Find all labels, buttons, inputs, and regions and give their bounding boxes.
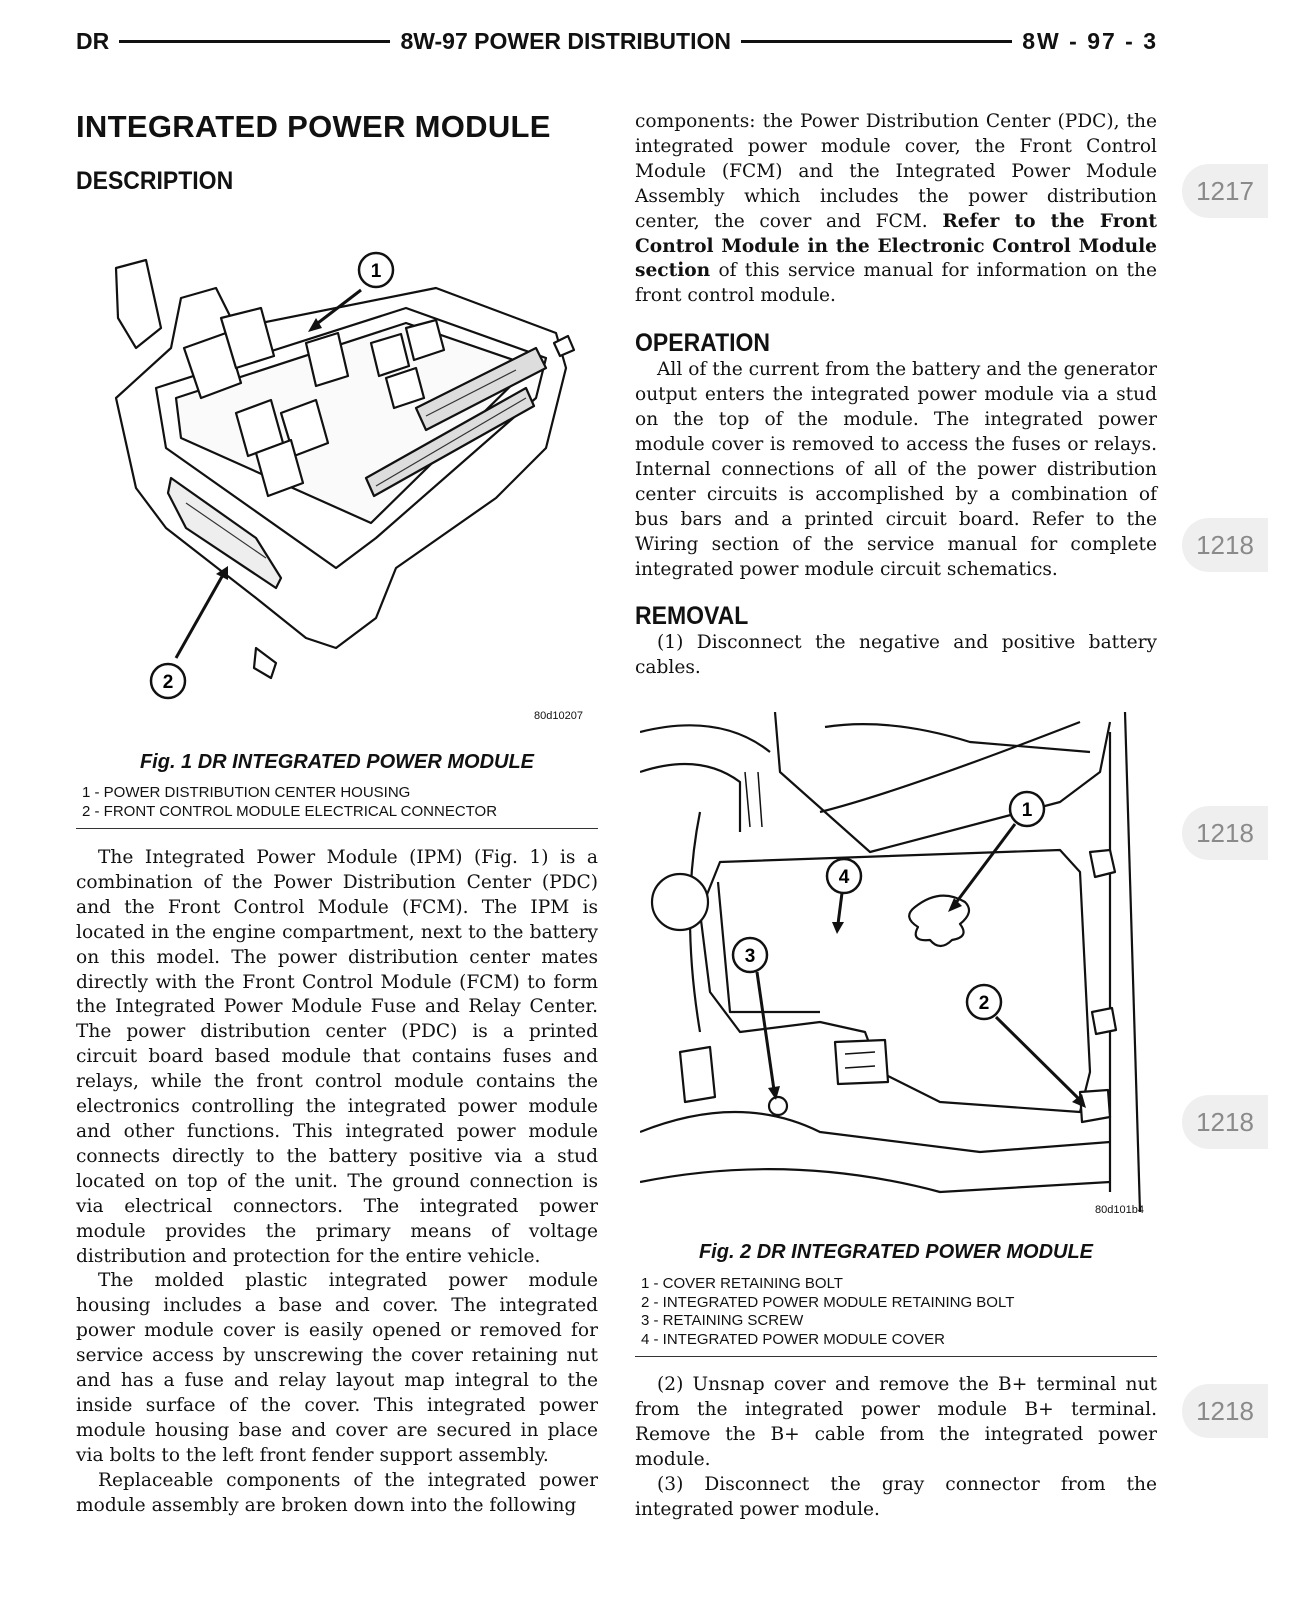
paragraph-ipm-intro: The Integrated Power Module (IPM) (Fig. 1) is a combination of the Power Distribution Center (PDC) and the Front Control Module (FCM). The IPM is located in the engine compartment, next to the battery on this model. The power distribution center mates directly with the Front Control Module (FCM) to form the Integrated Power Module Fuse and Relay Center. The power distribution center (PDC) is a printed circuit board based module that contains fuses and relays, while the front control module contains the electronics controlling the integrated power module and other functions. This integrated power module connects directly to the battery positive via a stud located on top of the unit. The ground connection is via electrical connectors. The integrated power module provides the primary means of voltage distribution and protection for the entire vehicle. <box>76 847 598 1267</box>
header-center: 8W-97 POWER DISTRIBUTION <box>400 27 731 54</box>
fig2-legend-item: 3 - RETAINING SCREW <box>641 1312 804 1329</box>
fig1-legend-item: 2 - FRONT CONTROL MODULE ELECTRICAL CONNECTOR <box>82 802 498 820</box>
fig2-legend-item: 2 - INTEGRATED POWER MODULE RETAINING BOLT <box>641 1293 1015 1311</box>
fig2-legend-rule <box>635 1356 1157 1357</box>
right-column-bottom <box>635 1373 1157 1522</box>
header-rule-left <box>119 40 390 43</box>
left-column-body <box>76 846 598 1518</box>
paragraph-components <box>635 110 1157 309</box>
section-description: DESCRIPTION <box>76 167 234 195</box>
sidebar-page-badge[interactable]: 1217 <box>1182 164 1268 218</box>
fig2-callout-1: 1 <box>1021 800 1033 821</box>
page-title: INTEGRATED POWER MODULE <box>76 109 551 144</box>
fig2-callout-3: 3 <box>744 946 756 967</box>
paragraph-replaceable: Replaceable components of the integrated power module assembly are broken down into the following <box>76 1469 598 1516</box>
fig2-legend-item: 1 - COVER RETAINING BOLT <box>641 1275 843 1292</box>
section-removal: REMOVAL <box>635 602 749 631</box>
components-bold-ref: Refer to the Front Control Module in the Electronic Control Module section <box>635 210 1158 282</box>
header-left: DR <box>76 27 110 54</box>
figure-2-caption-block <box>635 1241 1157 1357</box>
paragraph-housing: The molded plastic integrated power module housing includes a base and cover. The integrated power module cover is easily opened or removed for service access by unscrewing the cover retaining nut and has a fuse and relay layout map integral to the inside surface of the cover. This integrated power module housing base and cover are secured in place via bolts to the left front fender support assembly. <box>76 1270 598 1466</box>
fig2-caption: Fig. 2 DR INTEGRATED POWER MODULE <box>698 1241 1094 1263</box>
fig1-legend-item: 1 - POWER DISTRIBUTION CENTER HOUSING <box>82 784 411 801</box>
fig1-callout-2: 2 <box>162 672 174 693</box>
fig1-legend-rule <box>76 828 598 829</box>
fig2-legend <box>635 1275 1157 1349</box>
sidebar-page-badge[interactable]: 1218 <box>1182 1384 1268 1438</box>
removal-step-2: (2) Unsnap cover and remove the B+ terminal nut from the integrated power module B+ terminal. Remove the B+ cable from the integrated power module. <box>635 1374 1157 1470</box>
paragraph-operation: All of the current from the battery and the generator output enters the integrated power module via a stud on the top of the module. The integrated power module cover is removed to access the fuses or relays. Internal connections of all of the power distribution center circuits is accomplished by a combination of bus bars and a printed circuit board. Refer to the Wiring section of the service manual for complete integrated power module circuit schematics. <box>635 359 1157 580</box>
figure-1-illustration <box>76 238 598 738</box>
components-text-b: of this service manual for information on the front control module. <box>635 260 1157 307</box>
fig1-code: 80d10207 <box>534 710 583 722</box>
removal-step-3: (3) Disconnect the gray connector from the integrated power module. <box>635 1473 1157 1520</box>
page-header <box>76 24 1158 58</box>
sidebar-page-badge[interactable]: 1218 <box>1182 806 1268 860</box>
fig2-callout-4: 4 <box>838 867 850 888</box>
figure-2-illustration <box>640 712 1158 1212</box>
section-operation: OPERATION <box>635 329 771 358</box>
figure-2 <box>640 712 1158 1222</box>
figure-1 <box>76 238 598 738</box>
header-rule-right <box>741 40 1012 43</box>
fig2-legend-item: 4 - INTEGRATED POWER MODULE COVER <box>641 1330 945 1348</box>
figure-1-caption-block <box>76 751 598 829</box>
removal-step-1: (1) Disconnect the negative and positive battery cables. <box>635 632 1157 679</box>
fig1-callout-1: 1 <box>370 261 382 282</box>
sidebar-page-badge[interactable]: 1218 <box>1182 518 1268 572</box>
sidebar-page-badge[interactable]: 1218 <box>1182 1095 1268 1149</box>
fig1-caption: Fig. 1 DR INTEGRATED POWER MODULE <box>139 751 535 773</box>
header-page-number: 8W - 97 - 3 <box>1022 27 1159 54</box>
fig2-code: 80d101b4 <box>1095 1204 1144 1216</box>
right-column-top <box>635 110 1157 681</box>
components-text-a: components: the Power Distribution Center (PDC), the integrated power module cover, the Front Control Module (FCM) and the Integrated Power Module Assembly which includes the power distribution center, the cover and FCM. <box>635 111 1157 232</box>
fig1-legend <box>76 784 598 821</box>
fig2-callout-2: 2 <box>978 993 990 1014</box>
left-column-top <box>76 105 598 196</box>
